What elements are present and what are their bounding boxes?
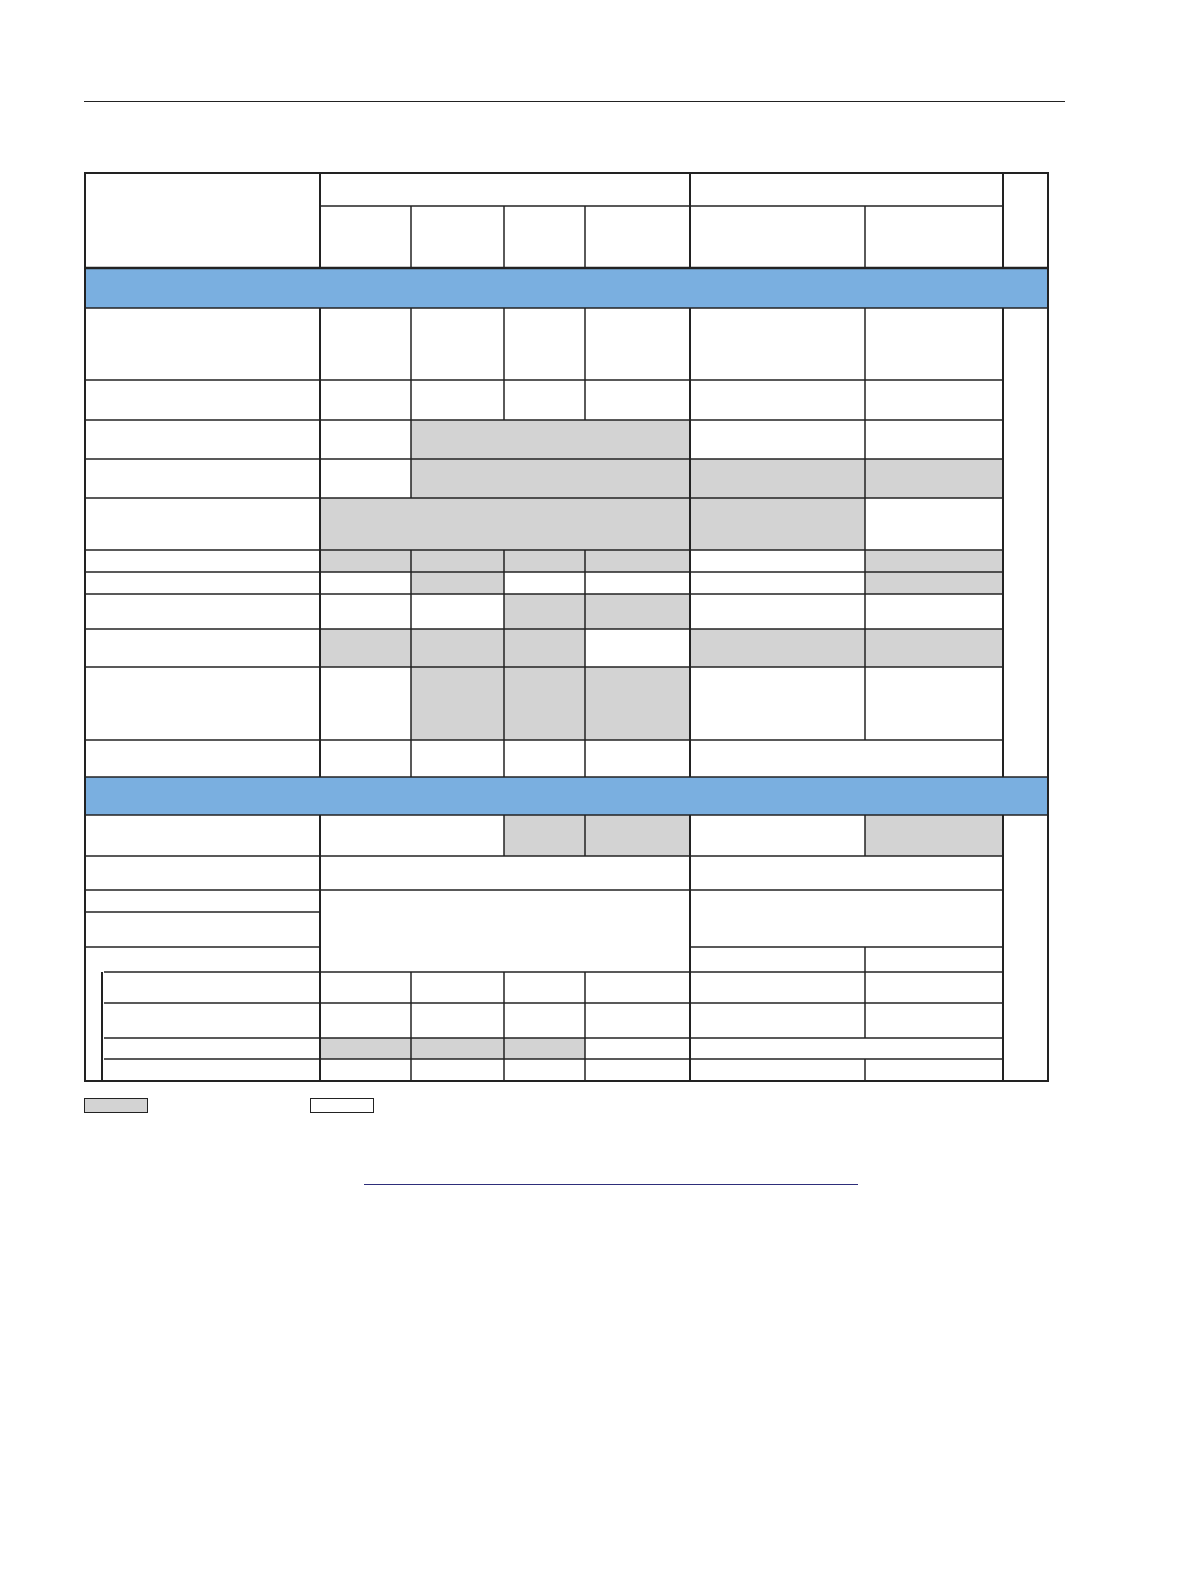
- legend-shaded-swatch: [84, 1098, 148, 1113]
- shaded-cell: [411, 420, 504, 460]
- shaded-cell: [690, 629, 1003, 667]
- shaded-cell: [865, 459, 1003, 498]
- shaded-cell: [504, 815, 690, 856]
- shaded-cell: [411, 459, 504, 498]
- shaded-cell: [865, 815, 1003, 856]
- shaded-cell: [865, 572, 1003, 594]
- shaded-cell: [504, 459, 690, 498]
- section-band-2: [85, 777, 1048, 815]
- section-band-1: [85, 269, 1048, 308]
- shaded-cell: [690, 498, 865, 550]
- shaded-cell: [690, 459, 865, 498]
- shaded-cell: [411, 667, 690, 740]
- shaded-cell: [320, 1038, 585, 1059]
- shaded-cell: [865, 550, 1003, 572]
- shaded-cell: [411, 572, 504, 594]
- shaded-cell: [320, 550, 690, 572]
- legend-blank-swatch: [310, 1098, 374, 1113]
- shaded-cell: [504, 420, 690, 460]
- hyperlink-underline[interactable]: [364, 1184, 858, 1185]
- shaded-cell: [504, 594, 690, 629]
- shaded-cell: [320, 629, 585, 667]
- shaded-cell: [320, 498, 690, 550]
